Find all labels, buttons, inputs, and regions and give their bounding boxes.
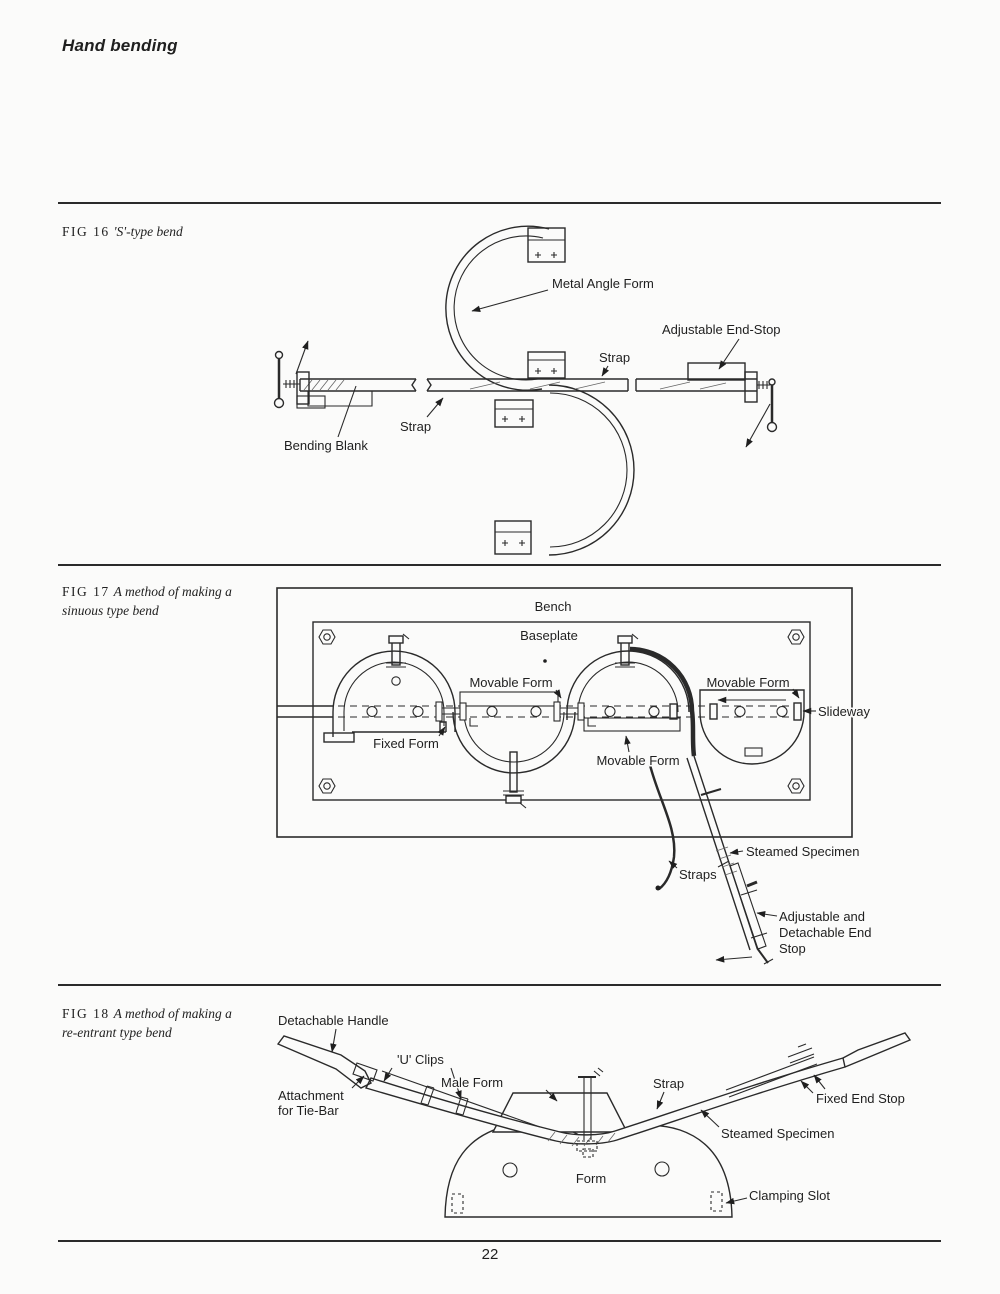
label-attachment-2: for Tie-Bar xyxy=(278,1103,339,1118)
label-steamed-specimen-17: Steamed Specimen xyxy=(746,844,860,859)
pull-arrow xyxy=(716,957,752,960)
fig17-number: FIG 17 xyxy=(62,584,110,599)
clamp-block-bottom xyxy=(495,521,531,554)
label-metal-angle-form: Metal Angle Form xyxy=(552,276,654,291)
movable-form-d xyxy=(700,690,804,764)
fig17-diagram xyxy=(270,582,885,977)
baseplate-dot xyxy=(543,659,547,663)
pull-arrow-right xyxy=(746,404,770,447)
fig16-number: FIG 16 xyxy=(62,224,110,239)
adjustable-end-stop-block xyxy=(688,363,777,432)
pull-arrow-left xyxy=(296,341,308,374)
label-end-stop-2: Detachable End xyxy=(779,925,872,940)
clamping-slot-left xyxy=(452,1194,463,1213)
fig16-caption xyxy=(62,222,252,241)
label-fixed-end-stop: Fixed End Stop xyxy=(816,1091,905,1106)
clamping-slot-right xyxy=(711,1192,722,1211)
clamp-block-top xyxy=(528,228,565,262)
label-strap-upper: Strap xyxy=(599,350,631,365)
specimen-tail xyxy=(630,649,773,964)
fig18-number: FIG 18 xyxy=(62,1006,110,1021)
label-attachment-1: Attachment xyxy=(278,1088,344,1103)
fig16-diagram xyxy=(255,218,805,563)
strap-middle-bar xyxy=(427,379,628,391)
fig18-diagram xyxy=(270,1000,920,1235)
page-number: 22 xyxy=(481,1246,499,1263)
fig17-caption xyxy=(62,582,252,620)
label-u-clips: 'U' Clips xyxy=(397,1052,444,1067)
label-movable-form-2: Movable Form xyxy=(596,753,680,768)
label-clamping-slot: Clamping Slot xyxy=(749,1188,830,1203)
label-form: Form xyxy=(575,1171,607,1186)
horizontal-rule-bottom xyxy=(58,1240,941,1242)
fig16-title: 'S'-type bend xyxy=(113,224,183,239)
sinuous-bend-drawing xyxy=(277,588,852,964)
label-baseplate: Baseplate xyxy=(520,628,578,643)
label-strap-lower: Strap xyxy=(400,419,432,434)
label-slideway: Slideway xyxy=(818,704,871,719)
bending-blank-bar xyxy=(300,379,416,406)
horizontal-rule-3 xyxy=(58,984,941,986)
label-male-form: Male Form xyxy=(441,1075,504,1090)
top-c-curve xyxy=(446,226,549,390)
fig18-title-line1: A method of making a xyxy=(113,1006,232,1021)
bottom-c-curve xyxy=(549,385,634,555)
label-bending-blank: Bending Blank xyxy=(284,438,368,453)
label-steamed-specimen-18: Steamed Specimen xyxy=(721,1126,835,1141)
fixed-form-arch xyxy=(324,634,455,742)
clamp-block-middle xyxy=(528,352,565,378)
horizontal-rule-2 xyxy=(58,564,941,566)
label-detachable-handle: Detachable Handle xyxy=(278,1013,389,1028)
label-movable-form-1: Movable Form xyxy=(469,675,553,690)
label-bench: Bench xyxy=(534,599,572,614)
fig18-caption xyxy=(62,1004,252,1042)
strap-right-bar xyxy=(636,379,757,391)
label-fixed-form: Fixed Form xyxy=(373,736,439,751)
label-end-stop-1: Adjustable and xyxy=(779,909,866,924)
running-header: Hand bending xyxy=(62,36,178,55)
clamp-block-below-strap xyxy=(495,400,533,427)
label-end-stop-3: Stop xyxy=(779,941,806,956)
fig17-title-line2: sinuous type bend xyxy=(62,603,159,618)
label-straps: Straps xyxy=(679,867,717,882)
fig17-title-line1: A method of making a xyxy=(113,584,232,599)
label-adjustable-end-stop: Adjustable End-Stop xyxy=(662,322,781,337)
horizontal-rule-top xyxy=(58,202,941,204)
fig18-title-line2: re-entrant type bend xyxy=(62,1025,172,1040)
s-bend-drawing xyxy=(275,226,777,555)
label-movable-form-3: Movable Form xyxy=(706,675,790,690)
label-strap-18: Strap xyxy=(653,1076,685,1091)
